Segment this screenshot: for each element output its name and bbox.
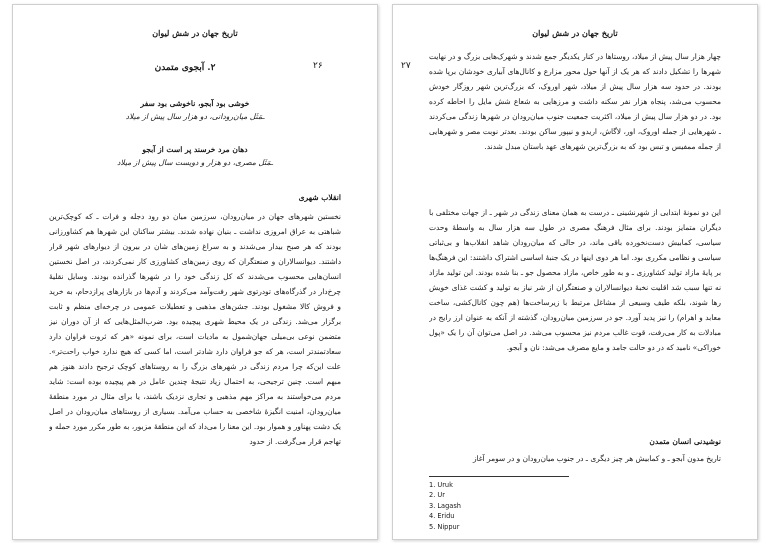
- epigraph-line: دهان مرد خرسند پر است از آبجو: [142, 145, 248, 154]
- epigraph-line: خوشی بود آبجو، ناخوشی بود سفر: [140, 99, 250, 108]
- footnote: 1. Uruk: [429, 481, 453, 489]
- section-heading: نوشیدنی انسان متمدن: [649, 437, 721, 446]
- footnote: 3. Lagash: [429, 501, 461, 510]
- left-page: [12, 4, 378, 540]
- running-header: تاریخ جهان در شش لیوان: [152, 28, 238, 38]
- footnote: 5. Nippur: [429, 522, 460, 531]
- epigraph-attribution: ـمَثَل میان‌رودانی، دو هزار سال پیش از میلاد: [125, 112, 265, 121]
- body-paragraph: این دو نمونهٔ ابتدایی از شهرنشینی ـ درست به همان معنای زندگی در شهر ـ از جهات مختلفی با دیگران متمایز بودند. برای مثال فرهنگ مصری در طول سه هزار سال به واسطهٔ وحدت سیاسی، کمابیش دست‌نخورده باقی ماند، در حالی که میان‌رودان شاهد انقلاب‌ها و بی‌ثباتی سیاسی و نظامی مکرری بود. اما هر دوی اینها در یک جنبهٔ اساسی اشتراک داشتند: این فرهنگ‌ها بر پایهٔ مازاد تولید کشاورزی ـ و به طور خاص، مازاد محصول جو ـ بنا شده بودند. این تولید مازاد نه تنها سبب شد اقلیت نخبهٔ دیوانسالاران و صنعتگران از شر نیاز به تولید و کشت غذای خویش رها شوند، بلکه طیف وسیعی از مشاغل مرتبط با زیرساخت‌ها (هم چون کانال‌کشی، ساخت معابد و اهرام) را نیز پدید آورد. جو در سرزمین میان‌رودان، گذشته از آنکه به عنوان ارز رایج در مبادلات به کار می‌رفت، قوت غالب مردم نیز محسوب می‌شد. در اصل می‌توان آن را یک «پول خوراکی» نامید که در دو حالت جامد و مایع مصرف می‌شد: نان و آبجو.: [429, 208, 721, 352]
- body-paragraph: چهار هزار سال پیش از میلاد، روستاها در کنار یکدیگر جمع شدند و شهرک‌هایی بزرگ و در نهایت شهرها را تشکیل دادند که هر یک از آنها حول محور مزارع و کانال‌های آبیاری خودشان برپا شده بودند. در حدود سه هزار سال پیش از میلاد، شهر اوروک، که بزرگ‌ترین شهر روزگار خودش محسوب می‌شد، پنجاه هزار نفر سکنه داشت و مرزهایی به شعاع شش مایل را احاطه کرده بود. در دو هزار سال پیش از میلاد، اکثریت جمعیت جنوب میان‌رودان در شهرها زندگی می‌کردند ـ شهرهایی از جمله اوروک، اور، لاگاش، اریدو و نیپور ساکن بودند. بعدتر نوبت مصر و شهرهایی از جمله ممفیس و تبس بود که به بزرگ‌ترین شهرهای عهد باستان مبدل شدند.: [429, 52, 721, 151]
- section-heading: انقلاب شهری: [298, 193, 341, 202]
- page-number: ۲۶: [313, 61, 323, 71]
- epigraph-2: [49, 143, 341, 169]
- footnote-divider: [429, 476, 569, 477]
- running-header: تاریخ جهان در شش لیوان: [532, 28, 618, 38]
- epigraph-1: [49, 97, 341, 123]
- body-text: نخستین شهرهای جهان در میان‌رودان، سرزمین میان دو رود دجله و فرات ـ که کوچک‌ترین شباهتی به عراق امروزی نداشت ـ بنیان نهاده شدند. بیشتر ساکنان این شهرها هم کشاورزانی بودند که هر صبح بیدار می‌شدند و به سراغ زمین‌های شان در بیرون از دیوارهای شهر قرار داشتند. دیوانسالاران و صنعتگران که روی زمین‌های کشاورزی کار نمی‌کردند، در اصل نخستین انسان‌هایی محسوب می‌شدند که کل زندگی خود را در شهرها گذرانده بودند. وسایل نقلیهٔ چرخ‌دار در گذرگاه‌های تودرتوی شهر رفت‌وآمد می‌کردند و آدم‌ها در بازارهای پرازدحام، به خرید و فروش کالا مشغول بودند. جشن‌های مذهبی و تعطیلات عمومی در چرخه‌ای منظم و ثابت برگزار می‌شد. زندگی در یک محیط شهری پیچیده بود. ضرب‌المثل‌هایی که از آن دوران نیز متضمن نوعی بی‌میلی جهان‌شمول به مادیات است، برای نمونه «هر که ثروت فراوان دارد سعادتمندتر است، هر که جو فراوان دارد شادتر است، اما کسی که هیچ ندارد خواب راحت‌تر». علت این‌که چرا مردم زندگی در شهرهای بزرگ را به روستاهای کوچک ترجیح دادند هنوز هم مبهم است. چنین ترجیحی، به احتمال زیاد نتیجهٔ چندین عامل در هم پیچیده بوده است: شاید مردم می‌خواستند به مراکز مهم مذهبی و تجاری نزدیک باشند، یا برای مثال در مورد منطقهٔ میان‌رودان، امنیت انگیزهٔ شاخصی به حساب می‌آمد. بسیاری از روستاهای میان‌رودان در اصل یک دشت پهناور و هموار بود. این معنا را می‌داد که این منطقهٔ مزبور، به طور مکرر مورد حمله و تهاجم قرار می‌گرفت. از حدود: [49, 212, 341, 446]
- page-number: ۲۷: [401, 61, 411, 71]
- epigraph-attribution: ـمَثَل مصری، دو هزار و دویست سال پیش از میلاد: [116, 158, 274, 167]
- footnote: 4. Eridu: [429, 512, 455, 521]
- right-page: [392, 4, 758, 540]
- footnote: 2. Ur: [429, 491, 445, 500]
- footnotes: [429, 480, 461, 532]
- body-paragraph: تاریخ مدون آبجو ـ و کمابیش هر چیز دیگری ـ در جنوب میان‌رودان و در سومر آغاز: [472, 454, 721, 463]
- chapter-title: ۲. آبجوی متمدن: [154, 63, 216, 73]
